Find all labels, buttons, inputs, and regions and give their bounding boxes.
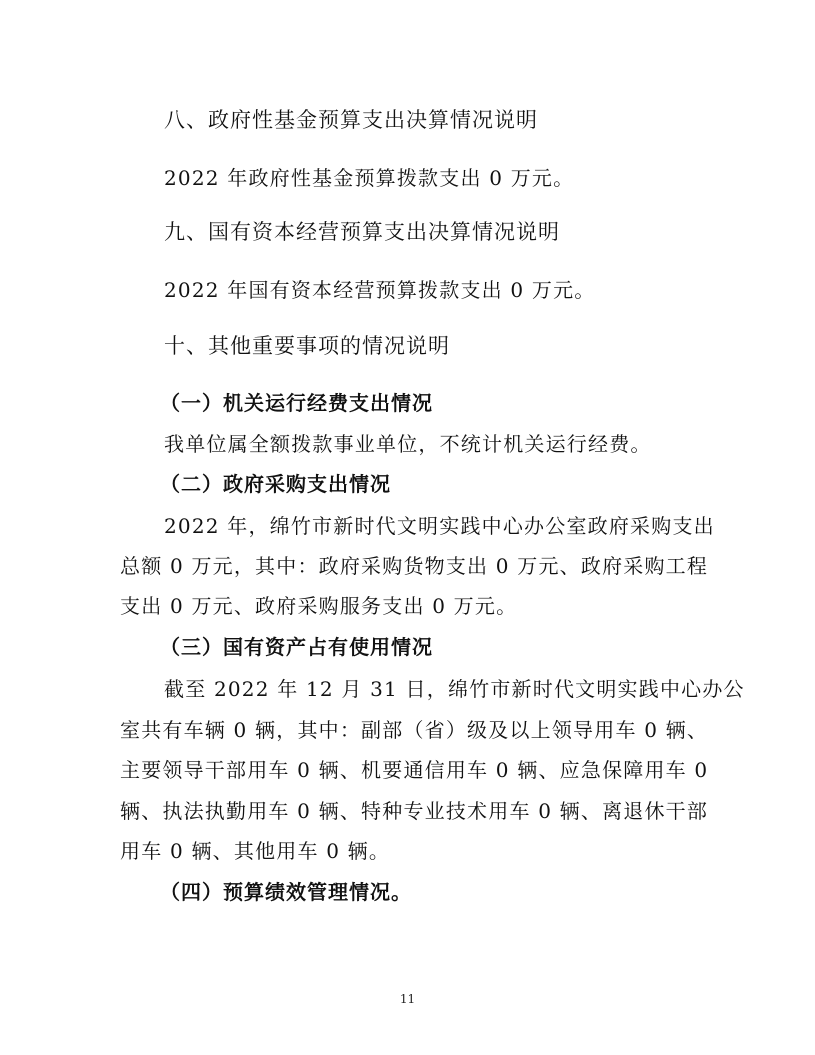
section-heading-10: 十、其他重要事项的情况说明 <box>164 334 450 358</box>
subsection-1-line-1: 我单位属全额拨款事业单位，不统计机关运行经费。 <box>164 432 652 456</box>
subsection-3-line-3: 主要领导干部用车 0 辆、机要通信用车 0 辆、应急保障用车 0 <box>120 758 709 782</box>
subsection-heading-4: （四）预算绩效管理情况。 <box>160 880 412 904</box>
section-body-8: 2022 年政府性基金预算拨款支出 0 万元。 <box>164 166 575 190</box>
subsection-2-line-2: 总额 0 万元，其中：政府采购货物支出 0 万元、政府采购工程 <box>120 554 709 578</box>
subsection-heading-2: （二）政府采购支出情况 <box>160 472 391 496</box>
section-body-9: 2022 年国有资本经营预算拨款支出 0 万元。 <box>164 278 596 302</box>
page-number: 11 <box>399 992 416 1006</box>
subsection-2-line-3: 支出 0 万元、政府采购服务支出 0 万元。 <box>120 594 518 618</box>
subsection-3-line-4: 辆、执法执勤用车 0 辆、特种专业技术用车 0 辆、离退休干部 <box>120 799 709 823</box>
subsection-3-line-5: 用车 0 辆、其他用车 0 辆。 <box>120 839 391 863</box>
section-heading-8: 八、政府性基金预算支出决算情况说明 <box>164 108 538 132</box>
subsection-heading-1: （一）机关运行经费支出情况 <box>160 391 433 415</box>
subsection-heading-3: （三）国有资产占有使用情况 <box>160 635 433 659</box>
subsection-3-line-1: 截至 2022 年 12 月 31 日，绵竹市新时代文明实践中心办公 <box>164 677 745 701</box>
subsection-2-line-1: 2022 年，绵竹市新时代文明实践中心办公室政府采购支出 <box>164 514 715 538</box>
section-heading-9: 九、国有资本经营预算支出决算情况说明 <box>164 220 560 244</box>
subsection-3-line-2: 室共有车辆 0 辆，其中：副部（省）级及以上领导用车 0 辆、 <box>120 718 709 742</box>
